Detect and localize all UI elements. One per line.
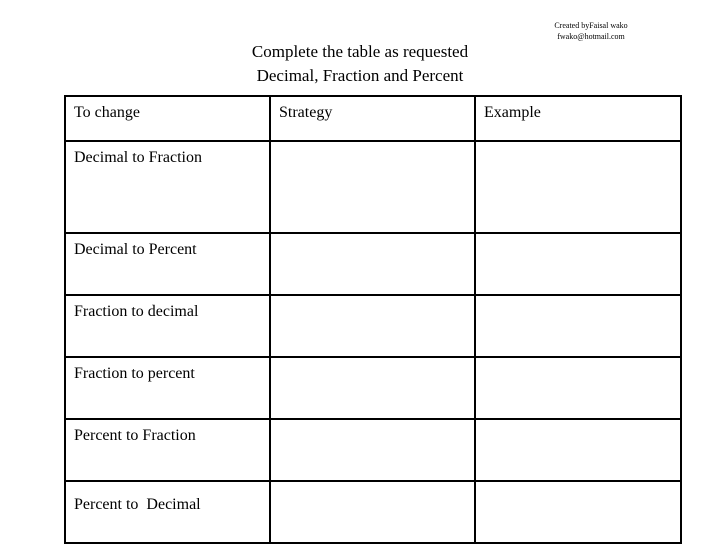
table-row (65, 233, 681, 295)
table-row (65, 481, 681, 543)
to-change-cell: Fraction to percent (65, 357, 270, 419)
table-row (65, 357, 681, 419)
conversion-table (64, 95, 682, 544)
page-title-line-2: Decimal, Fraction and Percent (256, 66, 464, 85)
page-title (160, 40, 560, 88)
page-title-line-1: Complete the table as requested (251, 42, 469, 61)
example-cell[interactable] (475, 295, 681, 357)
author-credit-email: fwako@hotmail.com (557, 32, 625, 41)
table-row (65, 295, 681, 357)
strategy-cell[interactable] (270, 295, 475, 357)
to-change-cell: Fraction to decimal (65, 295, 270, 357)
author-credit-name: Created byFaisal wako (554, 21, 628, 30)
to-change-cell: Decimal to Fraction (65, 141, 270, 233)
strategy-cell[interactable] (270, 481, 475, 543)
to-change-cell: Decimal to Percent (65, 233, 270, 295)
strategy-cell[interactable] (270, 357, 475, 419)
to-change-cell: Percent to Decimal (65, 481, 270, 543)
table-header-row (65, 96, 681, 141)
example-cell[interactable] (475, 233, 681, 295)
header-to-change: To change (65, 96, 270, 141)
author-credit (531, 20, 651, 42)
header-strategy: Strategy (270, 96, 475, 141)
example-cell[interactable] (475, 419, 681, 481)
strategy-cell[interactable] (270, 419, 475, 481)
table-row (65, 141, 681, 233)
strategy-cell[interactable] (270, 141, 475, 233)
table-row (65, 419, 681, 481)
example-cell[interactable] (475, 481, 681, 543)
example-cell[interactable] (475, 357, 681, 419)
to-change-cell: Percent to Fraction (65, 419, 270, 481)
example-cell[interactable] (475, 141, 681, 233)
header-example: Example (475, 96, 681, 141)
strategy-cell[interactable] (270, 233, 475, 295)
